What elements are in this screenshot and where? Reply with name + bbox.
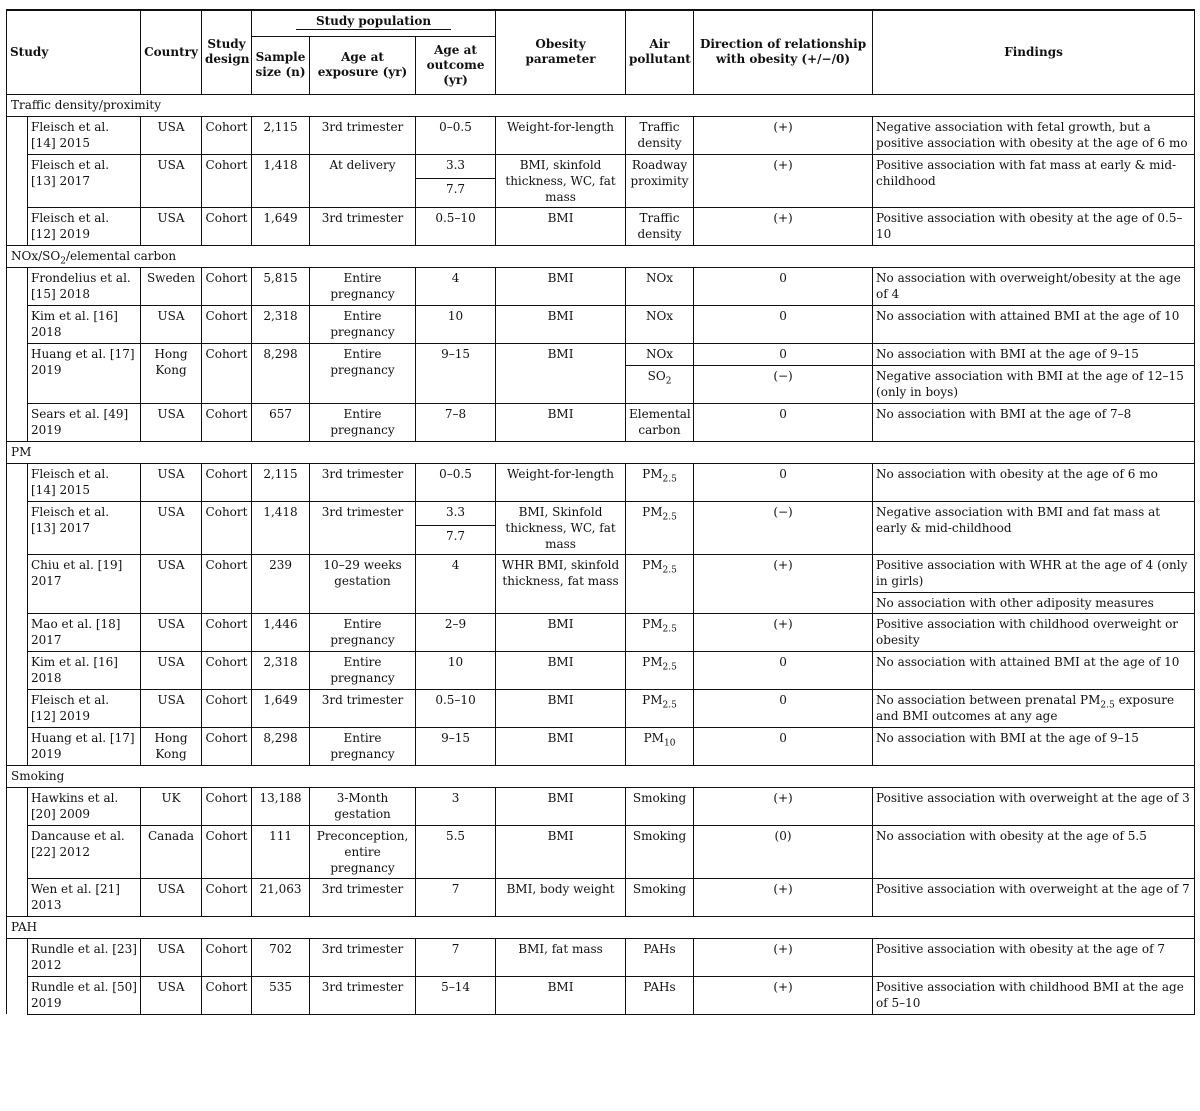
pollutant-text: SO — [647, 368, 666, 383]
table-row — [7, 976, 1195, 1014]
outcome-cell: 2–9 — [416, 613, 496, 651]
country-cell: USA — [141, 651, 202, 689]
study-cell: Mao et al. [18] 2017 — [28, 613, 141, 651]
exposure-cell: 3rd trimester — [310, 878, 416, 916]
pollutant-cell — [626, 365, 694, 403]
exposure-cell: 3rd trimester — [310, 938, 416, 976]
pollutant-text: PM — [642, 654, 663, 669]
pollutant-sub: 2.5 — [662, 661, 677, 672]
outcome-cell: 5–14 — [416, 976, 496, 1014]
sample-cell: 2,318 — [252, 651, 310, 689]
outcome-cell: 7.7 — [416, 525, 496, 554]
pollutant-cell — [626, 613, 694, 651]
exposure-cell: Entire pregnancy — [310, 343, 416, 403]
country-cell: USA — [141, 501, 202, 554]
parameter-cell: BMI — [496, 651, 626, 689]
parameter-cell: BMI, Skinfold thickness, WC, fat mass — [496, 501, 626, 554]
header-air-pollutant: Air pollutant — [626, 10, 694, 94]
design-cell: Cohort — [202, 403, 252, 441]
pollutant-cell — [626, 463, 694, 501]
findings-cell: No association with BMI at the age of 9–15 — [873, 727, 1195, 765]
country-cell: USA — [141, 976, 202, 1014]
table-row — [7, 116, 1195, 154]
country-cell: USA — [141, 878, 202, 916]
pollutant-text: PM — [642, 504, 663, 519]
pollutant-cell — [626, 689, 694, 727]
header-age-exposure: Age at exposure (yr) — [310, 36, 416, 94]
outcome-cell: 0–0.5 — [416, 463, 496, 501]
design-cell: Cohort — [202, 613, 252, 651]
pollutant-cell — [626, 501, 694, 554]
table-row — [7, 787, 1195, 825]
direction-cell: (+) — [694, 938, 873, 976]
sample-cell: 1,649 — [252, 689, 310, 727]
table-row — [7, 727, 1195, 765]
header-country: Country — [141, 10, 202, 94]
sample-cell: 1,446 — [252, 613, 310, 651]
exposure-cell: 3rd trimester — [310, 501, 416, 554]
design-cell: Cohort — [202, 651, 252, 689]
findings-cell: Negative association with fetal growth, but a positive association with obesity at the age of 6 mo — [873, 116, 1195, 154]
sample-cell: 2,115 — [252, 116, 310, 154]
study-cell: Wen et al. [21] 2013 — [28, 878, 141, 916]
parameter-cell: BMI — [496, 267, 626, 305]
direction-cell: (+) — [694, 154, 873, 207]
header-sample-size: Sample size (n) — [252, 36, 310, 94]
study-cell: Frondelius et al. [15] 2018 — [28, 267, 141, 305]
pollutant-text: PM — [642, 466, 663, 481]
pollutant-cell: Traffic density — [626, 116, 694, 154]
country-cell: USA — [141, 207, 202, 245]
study-cell: Kim et al. [16] 2018 — [28, 651, 141, 689]
table-row — [7, 463, 1195, 501]
design-cell: Cohort — [202, 116, 252, 154]
direction-cell: 0 — [694, 403, 873, 441]
findings-cell: Positive association with overweight at the age of 3 — [873, 787, 1195, 825]
pollutant-sub: 2 — [665, 375, 672, 386]
exposure-cell: At delivery — [310, 154, 416, 207]
pollutant-sub: 10 — [663, 737, 676, 748]
header-findings: Findings — [873, 10, 1195, 94]
direction-cell: 0 — [694, 651, 873, 689]
sample-cell: 21,063 — [252, 878, 310, 916]
table-row — [7, 825, 1195, 878]
pollutant-text: PM — [642, 692, 663, 707]
findings-text-end: exposure and BMI outcomes at any age — [876, 692, 1175, 723]
study-cell: Hawkins et al. [20] 2009 — [28, 787, 141, 825]
study-cell: Sears et al. [49] 2019 — [28, 403, 141, 441]
exposure-cell: Entire pregnancy — [310, 727, 416, 765]
findings-cell: Positive association with childhood BMI at the age of 5–10 — [873, 976, 1195, 1014]
outcome-cell: 0.5–10 — [416, 207, 496, 245]
pollutant-sub: 2.5 — [662, 473, 677, 484]
direction-cell: (+) — [694, 554, 873, 613]
study-cell: Fleisch et al. [14] 2015 — [28, 116, 141, 154]
design-cell: Cohort — [202, 825, 252, 878]
group-nox-sub: 2 — [60, 256, 66, 267]
pollutant-cell: PAHs — [626, 976, 694, 1014]
sample-cell: 5,815 — [252, 267, 310, 305]
studies-table — [6, 9, 1195, 1015]
exposure-cell: Preconception, entire pregnancy — [310, 825, 416, 878]
findings-cell: No association with obesity at the age of 5.5 — [873, 825, 1195, 878]
direction-cell: (+) — [694, 613, 873, 651]
table-row — [7, 613, 1195, 651]
country-cell: USA — [141, 116, 202, 154]
direction-cell: 0 — [694, 343, 873, 365]
sample-cell: 8,298 — [252, 343, 310, 403]
direction-cell: (−) — [694, 365, 873, 403]
country-cell: USA — [141, 554, 202, 613]
country-cell: USA — [141, 154, 202, 207]
sample-cell: 702 — [252, 938, 310, 976]
parameter-cell: BMI — [496, 305, 626, 343]
outcome-cell: 9–15 — [416, 727, 496, 765]
parameter-cell: WHR BMI, skinfold thickness, fat mass — [496, 554, 626, 613]
study-cell: Fleisch et al. [13] 2017 — [28, 154, 141, 207]
findings-cell: No association with BMI at the age of 9–15 — [873, 343, 1195, 365]
exposure-cell: 3rd trimester — [310, 207, 416, 245]
design-cell: Cohort — [202, 207, 252, 245]
sample-cell: 239 — [252, 554, 310, 613]
design-cell: Cohort — [202, 878, 252, 916]
pollutant-cell — [626, 651, 694, 689]
findings-cell: No association with BMI at the age of 7–8 — [873, 403, 1195, 441]
pollutant-cell: NOx — [626, 343, 694, 365]
parameter-cell: BMI — [496, 689, 626, 727]
parameter-cell: BMI — [496, 207, 626, 245]
sample-cell: 8,298 — [252, 727, 310, 765]
outcome-cell: 3.3 — [416, 154, 496, 178]
direction-cell: (+) — [694, 207, 873, 245]
direction-cell: (+) — [694, 976, 873, 1014]
parameter-cell: BMI — [496, 976, 626, 1014]
outcome-cell: 9–15 — [416, 343, 496, 403]
direction-cell: (+) — [694, 116, 873, 154]
parameter-cell: Weight-for-length — [496, 463, 626, 501]
pollutant-text: PM — [642, 616, 663, 631]
parameter-cell: BMI — [496, 825, 626, 878]
design-cell: Cohort — [202, 305, 252, 343]
outcome-cell: 4 — [416, 554, 496, 613]
study-cell: Dancause et al. [22] 2012 — [28, 825, 141, 878]
study-cell: Kim et al. [16] 2018 — [28, 305, 141, 343]
table-row — [7, 305, 1195, 343]
parameter-cell: BMI, body weight — [496, 878, 626, 916]
outcome-cell: 10 — [416, 305, 496, 343]
pollutant-cell: Traffic density — [626, 207, 694, 245]
pollutant-cell — [626, 554, 694, 613]
group-smoking: Smoking — [7, 765, 1195, 787]
design-cell: Cohort — [202, 689, 252, 727]
study-cell: Chiu et al. [19] 2017 — [28, 554, 141, 613]
exposure-cell: 3rd trimester — [310, 689, 416, 727]
sample-cell: 1,418 — [252, 154, 310, 207]
pollutant-cell: NOx — [626, 305, 694, 343]
design-cell: Cohort — [202, 554, 252, 613]
header-obesity-parameter: Obesity parameter — [496, 10, 626, 94]
findings-cell: Negative association with BMI and fat mass at early & mid-childhood — [873, 501, 1195, 554]
sample-cell: 657 — [252, 403, 310, 441]
findings-cell: Positive association with obesity at the age of 0.5–10 — [873, 207, 1195, 245]
findings-cell: No association with overweight/obesity at the age of 4 — [873, 267, 1195, 305]
outcome-cell: 3.3 — [416, 501, 496, 525]
direction-cell: (−) — [694, 501, 873, 554]
findings-cell: Positive association with obesity at the age of 7 — [873, 938, 1195, 976]
sample-cell: 2,115 — [252, 463, 310, 501]
country-cell: USA — [141, 938, 202, 976]
direction-cell: (0) — [694, 825, 873, 878]
group-nox — [7, 245, 1195, 267]
outcome-cell: 7 — [416, 878, 496, 916]
study-cell: Fleisch et al. [13] 2017 — [28, 501, 141, 554]
parameter-cell: BMI, fat mass — [496, 938, 626, 976]
table-row — [7, 554, 1195, 592]
outcome-cell: 0.5–10 — [416, 689, 496, 727]
header-population — [252, 10, 496, 36]
country-cell: USA — [141, 689, 202, 727]
table-row — [7, 207, 1195, 245]
design-cell: Cohort — [202, 463, 252, 501]
design-cell: Cohort — [202, 938, 252, 976]
design-cell: Cohort — [202, 154, 252, 207]
group-pah: PAH — [7, 916, 1195, 938]
table-row — [7, 689, 1195, 727]
study-cell: Rundle et al. [23] 2012 — [28, 938, 141, 976]
exposure-cell: 3rd trimester — [310, 463, 416, 501]
sample-cell: 1,418 — [252, 501, 310, 554]
table-row — [7, 938, 1195, 976]
table-row — [7, 501, 1195, 525]
country-cell: USA — [141, 305, 202, 343]
findings-cell: Positive association with fat mass at early & mid-childhood — [873, 154, 1195, 207]
sample-cell: 535 — [252, 976, 310, 1014]
study-cell: Rundle et al. [50] 2019 — [28, 976, 141, 1014]
findings-cell: Positive association with WHR at the age of 4 (only in girls) — [873, 554, 1195, 592]
header-age-outcome: Age at outcome (yr) — [416, 36, 496, 94]
study-cell: Huang et al. [17] 2019 — [28, 343, 141, 403]
group-nox-suffix: /elemental carbon — [65, 249, 177, 263]
exposure-cell: Entire pregnancy — [310, 403, 416, 441]
design-cell: Cohort — [202, 976, 252, 1014]
country-cell: UK — [141, 787, 202, 825]
table-row — [7, 403, 1195, 441]
parameter-cell: BMI — [496, 727, 626, 765]
table-row — [7, 878, 1195, 916]
findings-cell — [873, 689, 1195, 727]
sample-cell: 1,649 — [252, 207, 310, 245]
findings-cell: Positive association with overweight at the age of 7 — [873, 878, 1195, 916]
findings-cell: No association with attained BMI at the age of 10 — [873, 651, 1195, 689]
parameter-cell: BMI — [496, 787, 626, 825]
exposure-cell: 3rd trimester — [310, 976, 416, 1014]
parameter-cell: BMI — [496, 403, 626, 441]
study-cell: Fleisch et al. [12] 2019 — [28, 207, 141, 245]
design-cell: Cohort — [202, 343, 252, 403]
findings-cell: No association with obesity at the age of 6 mo — [873, 463, 1195, 501]
pollutant-sub: 2.5 — [662, 564, 677, 575]
pollutant-cell: Smoking — [626, 825, 694, 878]
header-study: Study — [7, 10, 141, 94]
pollutant-sub: 2.5 — [662, 623, 677, 634]
table-row — [7, 343, 1195, 365]
pollutant-text: PM — [642, 557, 663, 572]
table-row — [7, 154, 1195, 178]
study-cell: Fleisch et al. [12] 2019 — [28, 689, 141, 727]
pollutant-text: PM — [643, 730, 664, 745]
pollutant-cell: Smoking — [626, 878, 694, 916]
table-row — [7, 651, 1195, 689]
direction-cell: 0 — [694, 689, 873, 727]
findings-sub: 2.5 — [1100, 699, 1115, 710]
outcome-cell: 0–0.5 — [416, 116, 496, 154]
findings-cell: No association with other adiposity measures — [873, 592, 1195, 613]
exposure-cell: Entire pregnancy — [310, 613, 416, 651]
outcome-cell: 10 — [416, 651, 496, 689]
study-cell: Fleisch et al. [14] 2015 — [28, 463, 141, 501]
direction-cell: 0 — [694, 463, 873, 501]
design-cell: Cohort — [202, 727, 252, 765]
outcome-cell: 7 — [416, 938, 496, 976]
pollutant-cell: PAHs — [626, 938, 694, 976]
exposure-cell: 3rd trimester — [310, 116, 416, 154]
header-direction: Direction of relationship with obesity (+/−/0) — [694, 10, 873, 94]
pollutant-cell: Smoking — [626, 787, 694, 825]
direction-cell: 0 — [694, 267, 873, 305]
findings-cell: Positive association with childhood overweight or obesity — [873, 613, 1195, 651]
group-pm: PM — [7, 441, 1195, 463]
country-cell: USA — [141, 463, 202, 501]
group-traffic: Traffic density/proximity — [7, 94, 1195, 116]
country-cell: Canada — [141, 825, 202, 878]
parameter-cell: Weight-for-length — [496, 116, 626, 154]
study-cell: Huang et al. [17] 2019 — [28, 727, 141, 765]
pollutant-sub: 2.5 — [662, 699, 677, 710]
country-cell: Sweden — [141, 267, 202, 305]
exposure-cell: Entire pregnancy — [310, 305, 416, 343]
outcome-cell: 7–8 — [416, 403, 496, 441]
direction-cell: (+) — [694, 787, 873, 825]
sample-cell: 13,188 — [252, 787, 310, 825]
design-cell: Cohort — [202, 501, 252, 554]
pollutant-sub: 2.5 — [662, 511, 677, 522]
outcome-cell: 4 — [416, 267, 496, 305]
exposure-cell: Entire pregnancy — [310, 651, 416, 689]
group-nox-prefix: NOx/SO — [11, 249, 61, 263]
direction-cell: (+) — [694, 878, 873, 916]
country-cell: USA — [141, 403, 202, 441]
parameter-cell: BMI — [496, 613, 626, 651]
pollutant-cell: Elemental carbon — [626, 403, 694, 441]
pollutant-cell: NOx — [626, 267, 694, 305]
sample-cell: 111 — [252, 825, 310, 878]
outcome-cell: 3 — [416, 787, 496, 825]
design-cell: Cohort — [202, 267, 252, 305]
exposure-cell: Entire pregnancy — [310, 267, 416, 305]
country-cell: Hong Kong — [141, 343, 202, 403]
header-population-label: Study population — [296, 14, 451, 30]
outcome-cell: 7.7 — [416, 178, 496, 207]
pollutant-cell: Roadway proximity — [626, 154, 694, 207]
header-design: Study design — [202, 10, 252, 94]
parameter-cell: BMI — [496, 343, 626, 403]
country-cell: Hong Kong — [141, 727, 202, 765]
findings-cell: Negative association with BMI at the age of 12–15 (only in boys) — [873, 365, 1195, 403]
design-cell: Cohort — [202, 787, 252, 825]
outcome-cell: 5.5 — [416, 825, 496, 878]
table-row — [7, 267, 1195, 305]
findings-text: No association between prenatal PM — [876, 692, 1101, 707]
exposure-cell: 3-Month gestation — [310, 787, 416, 825]
findings-cell: No association with attained BMI at the age of 10 — [873, 305, 1195, 343]
sample-cell: 2,318 — [252, 305, 310, 343]
direction-cell: 0 — [694, 727, 873, 765]
exposure-cell: 10–29 weeks gestation — [310, 554, 416, 613]
pollutant-cell — [626, 727, 694, 765]
direction-cell: 0 — [694, 305, 873, 343]
country-cell: USA — [141, 613, 202, 651]
parameter-cell: BMI, skinfold thickness, WC, fat mass — [496, 154, 626, 207]
